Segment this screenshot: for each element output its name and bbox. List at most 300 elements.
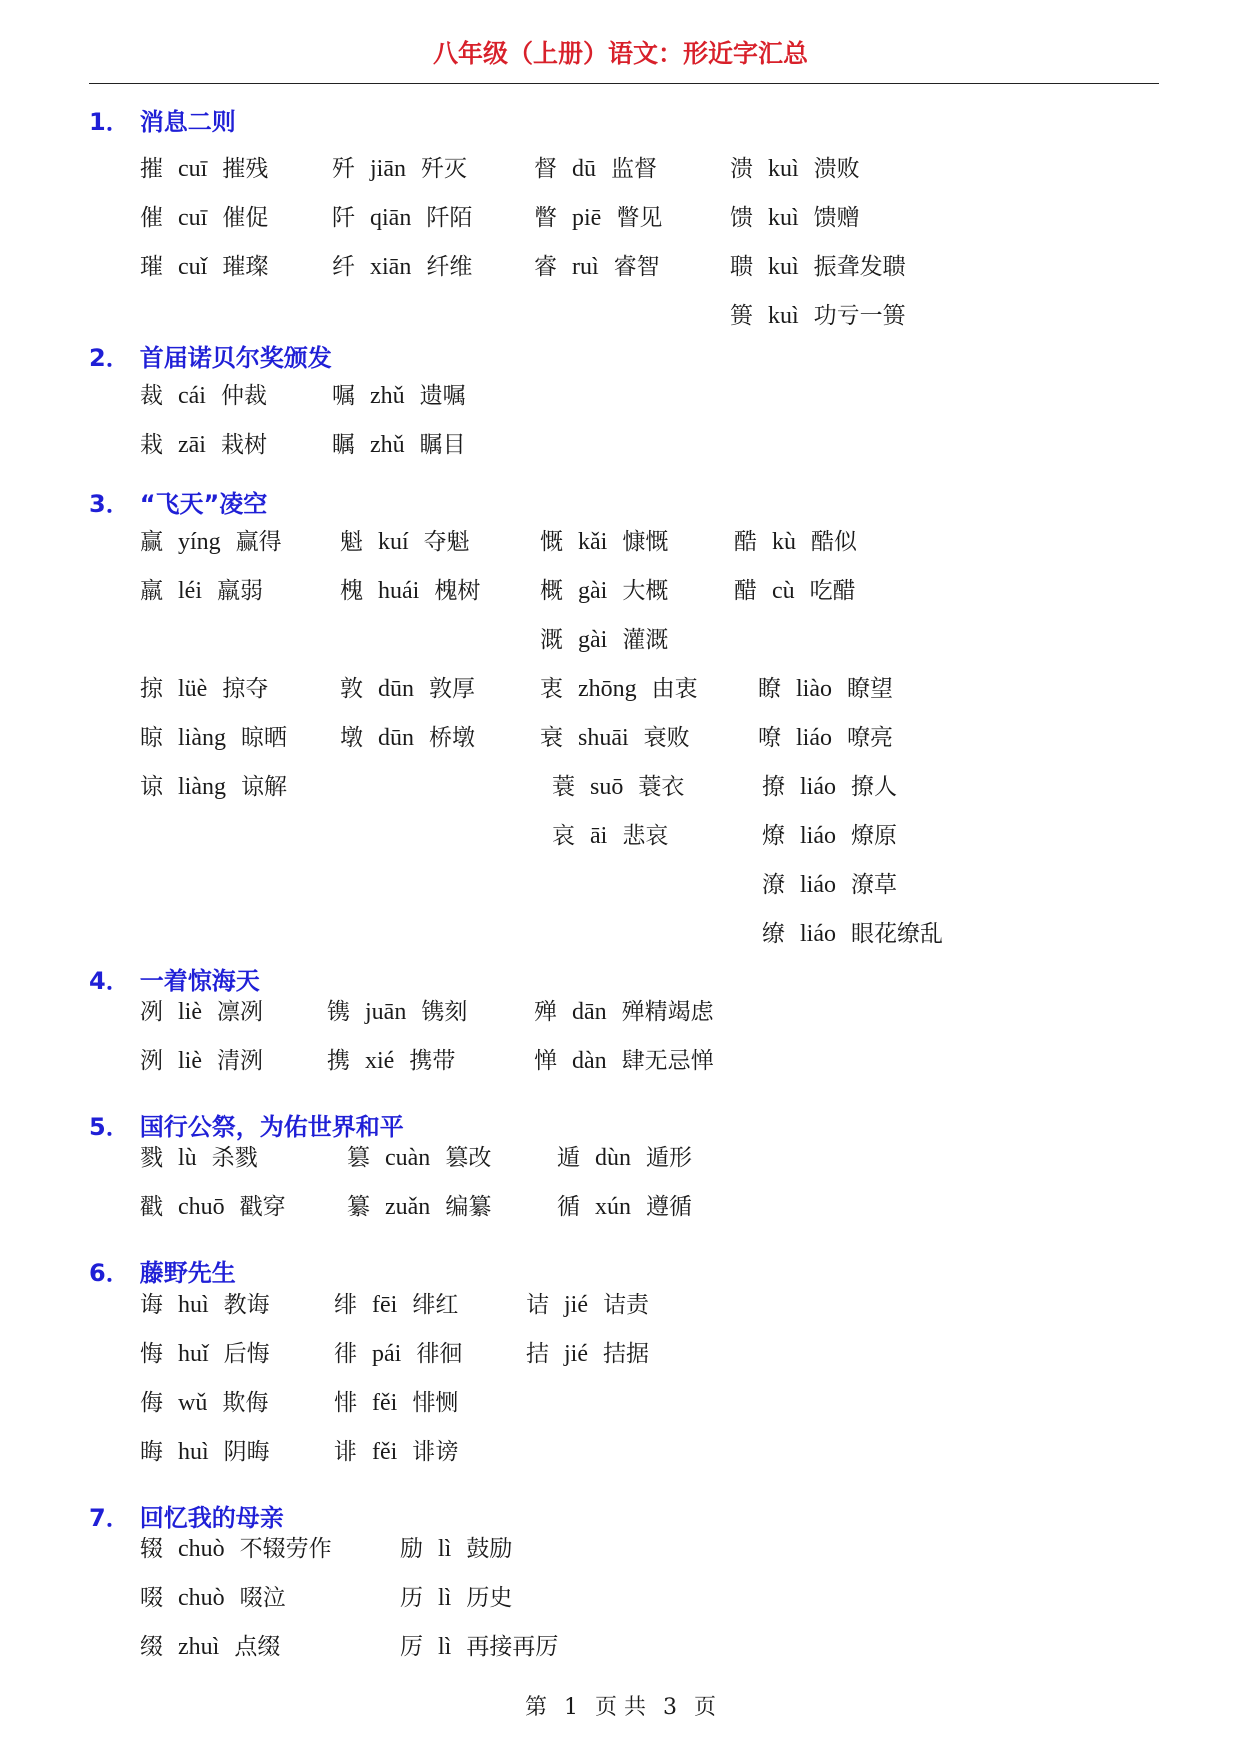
entry-pinyin: kù [772, 529, 796, 555]
entry-word: 掠夺 [222, 676, 269, 702]
char-entry [540, 523, 668, 556]
entry-character: 晦 [140, 1439, 163, 1465]
char-entry [540, 621, 668, 654]
entry-word: 催促 [222, 205, 269, 231]
char-entry [526, 1286, 649, 1319]
section-number: 7． [89, 1504, 130, 1532]
footer-total-pages: 3 [663, 1695, 677, 1720]
entry-pinyin: dū [572, 156, 596, 182]
entry-character: 纤 [332, 254, 355, 280]
entry-pinyin: cuǐ [178, 254, 208, 280]
char-entry [730, 248, 906, 281]
entry-pinyin: cái [178, 383, 206, 409]
entry-word: 遵循 [646, 1194, 692, 1220]
entry-character: 敦 [340, 676, 363, 702]
section-title [89, 961, 260, 996]
entry-pinyin: dūn [378, 725, 414, 751]
entry-character: 羸 [140, 578, 163, 604]
entry-character: 栽 [140, 432, 163, 458]
entry-word: 敦厚 [429, 676, 475, 702]
entry-character: 督 [534, 156, 557, 182]
entry-character: 赢 [140, 529, 163, 555]
entry-character: 侮 [140, 1390, 163, 1416]
entry-pinyin: liè [178, 1048, 202, 1074]
entry-pinyin: léi [178, 578, 202, 604]
section-number: 1． [89, 108, 130, 136]
section-title-text: 国行公祭，为佑世界和平 [139, 1113, 404, 1141]
char-entry [534, 248, 660, 281]
char-entry [347, 1139, 491, 1172]
section-title-text: “飞天”凌空 [139, 490, 268, 518]
char-entry [327, 993, 467, 1026]
entry-character: 纂 [347, 1194, 370, 1220]
entry-character: 历 [400, 1585, 423, 1611]
entry-word: 由衷 [651, 676, 698, 702]
entry-word: 潦草 [851, 872, 897, 898]
entry-character: 裁 [140, 383, 163, 409]
entry-pinyin: juān [365, 999, 407, 1025]
entry-word: 晾晒 [241, 725, 287, 751]
entry-pinyin: liáo [800, 921, 836, 947]
char-entry [140, 426, 267, 459]
entry-pinyin: lù [178, 1145, 197, 1171]
char-entry [334, 1335, 462, 1368]
entry-word: 撩人 [851, 774, 897, 800]
entry-word: 诘责 [603, 1292, 649, 1318]
section-title-text: 一着惊海天 [139, 967, 260, 995]
entry-word: 鼓励 [466, 1536, 513, 1562]
entry-pinyin: zhǔ [370, 432, 405, 458]
entry-pinyin: liáo [800, 823, 836, 849]
entry-character: 啜 [140, 1585, 163, 1611]
entry-pinyin: chuò [178, 1585, 225, 1611]
entry-pinyin: gài [578, 578, 608, 604]
section-title-text: 消息二则 [139, 108, 236, 136]
section-number: 3． [89, 490, 130, 518]
entry-character: 拮 [526, 1341, 549, 1367]
section-title [89, 1498, 284, 1533]
entry-pinyin: liáo [800, 872, 836, 898]
footer-page-number: 1 [564, 1695, 578, 1720]
entry-character: 燎 [762, 823, 785, 849]
entry-pinyin: qiān [370, 205, 412, 231]
entry-pinyin: jié [564, 1292, 588, 1318]
char-entry [140, 1286, 270, 1319]
section-number: 4． [89, 967, 130, 995]
char-entry [140, 1335, 270, 1368]
char-entry [762, 817, 897, 850]
char-entry [540, 572, 668, 605]
entry-pinyin: dān [572, 999, 607, 1025]
char-entry [340, 523, 470, 556]
entry-word: 眼花缭乱 [851, 921, 943, 947]
char-entry [534, 993, 714, 1026]
entry-word: 拮据 [603, 1341, 649, 1367]
entry-character: 酷 [734, 529, 757, 555]
section-title [89, 484, 267, 519]
entry-word: 监督 [611, 156, 657, 182]
entry-pinyin: fěi [372, 1439, 398, 1465]
char-entry [332, 248, 472, 281]
entry-word: 睿智 [613, 254, 660, 280]
char-entry [758, 719, 893, 752]
entry-pinyin: xié [365, 1048, 395, 1074]
entry-character: 悔 [140, 1341, 163, 1367]
entry-word: 羸弱 [217, 578, 263, 604]
entry-pinyin: kuí [378, 529, 409, 555]
char-entry [140, 1433, 270, 1466]
char-entry [400, 1579, 512, 1612]
entry-pinyin: kuì [768, 205, 799, 231]
entry-pinyin: liàng [178, 774, 226, 800]
entry-character: 撩 [762, 774, 785, 800]
char-entry [332, 199, 472, 232]
entry-word: 凛冽 [217, 999, 263, 1025]
section-number: 2． [89, 344, 130, 372]
char-entry [140, 670, 268, 703]
entry-pinyin: zāi [178, 432, 206, 458]
entry-character: 厉 [400, 1634, 423, 1660]
entry-character: 悱 [334, 1390, 357, 1416]
entry-character: 瞭 [758, 676, 781, 702]
entry-word: 镌刻 [421, 999, 468, 1025]
entry-character: 歼 [332, 156, 355, 182]
section-number: 6． [89, 1259, 130, 1287]
entry-pinyin: liè [178, 999, 202, 1025]
entry-character: 循 [557, 1194, 580, 1220]
entry-character: 嘹 [758, 725, 781, 751]
entry-word: 大概 [622, 578, 669, 604]
entry-character: 衷 [540, 676, 563, 702]
char-entry [140, 1530, 332, 1563]
char-entry [140, 1628, 280, 1661]
entry-pinyin: liàng [178, 725, 226, 751]
entry-pinyin: dàn [572, 1048, 607, 1074]
char-entry [534, 1042, 714, 1075]
entry-pinyin: huì [178, 1439, 209, 1465]
entry-character: 槐 [340, 578, 363, 604]
entry-word: 徘徊 [416, 1341, 463, 1367]
entry-character: 瞩 [332, 432, 355, 458]
entry-character: 晾 [140, 725, 163, 751]
entry-word: 酷似 [811, 529, 857, 555]
entry-character: 缀 [140, 1634, 163, 1660]
entry-word: 戳穿 [239, 1194, 286, 1220]
entry-character: 醋 [734, 578, 757, 604]
entry-character: 戳 [140, 1194, 163, 1220]
entry-character: 戮 [140, 1145, 163, 1171]
entry-word: 悲哀 [622, 823, 669, 849]
entry-character: 溃 [730, 156, 753, 182]
section-title [89, 338, 332, 373]
entry-character: 励 [400, 1536, 423, 1562]
page-footer [0, 1690, 1241, 1721]
entry-word: 衰败 [643, 725, 690, 751]
entry-character: 概 [540, 578, 563, 604]
entry-word: 殚精竭虑 [621, 999, 714, 1025]
entry-pinyin: dūn [378, 676, 414, 702]
char-entry [140, 768, 287, 801]
page-title: 八年级（上册）语文：形近字汇总 [432, 39, 808, 68]
entry-word: 桥墩 [429, 725, 475, 751]
entry-word: 赢得 [235, 529, 282, 555]
entry-word: 慷慨 [622, 529, 669, 555]
char-entry [140, 1579, 286, 1612]
char-entry [140, 150, 268, 183]
entry-character: 徘 [334, 1341, 357, 1367]
entry-character: 殚 [534, 999, 557, 1025]
entry-pinyin: zhuì [178, 1634, 220, 1660]
char-entry [730, 297, 906, 330]
entry-word: 灌溉 [622, 627, 669, 653]
entry-word: 阴晦 [223, 1439, 270, 1465]
entry-pinyin: fěi [372, 1390, 398, 1416]
char-entry [332, 377, 466, 410]
entry-word: 欺侮 [222, 1390, 269, 1416]
header-divider [89, 83, 1159, 84]
entry-word: 阡陌 [426, 205, 473, 231]
entry-character: 蓑 [552, 774, 575, 800]
char-entry [140, 1384, 268, 1417]
section-title [89, 1253, 236, 1288]
entry-word: 瞭望 [847, 676, 893, 702]
entry-word: 遗嘱 [419, 383, 466, 409]
entry-word: 再接再厉 [466, 1634, 559, 1660]
char-entry [332, 426, 466, 459]
char-entry [734, 572, 856, 605]
entry-word: 仲裁 [220, 383, 267, 409]
entry-character: 阡 [332, 205, 355, 231]
entry-pinyin: huái [378, 578, 420, 604]
entry-character: 缭 [762, 921, 785, 947]
entry-word: 篡改 [445, 1145, 492, 1171]
entry-word: 点缀 [234, 1634, 281, 1660]
char-entry [334, 1286, 458, 1319]
char-entry [140, 572, 263, 605]
entry-character: 洌 [140, 1048, 163, 1074]
section-title [89, 102, 236, 137]
entry-word: 纤维 [426, 254, 473, 280]
char-entry [140, 1139, 258, 1172]
char-entry [140, 719, 287, 752]
entry-pinyin: xún [595, 1194, 631, 1220]
entry-character: 携 [327, 1048, 350, 1074]
char-entry [540, 719, 690, 752]
entry-word: 吃醋 [809, 578, 856, 604]
entry-pinyin: lì [438, 1585, 452, 1611]
char-entry [140, 1042, 263, 1075]
entry-word: 编纂 [445, 1194, 492, 1220]
entry-word: 馈赠 [813, 205, 860, 231]
entry-character: 哀 [552, 823, 575, 849]
entry-pinyin: jié [564, 1341, 588, 1367]
entry-word: 啜泣 [239, 1585, 286, 1611]
char-entry [762, 915, 943, 948]
char-entry [140, 377, 267, 410]
entry-pinyin: liào [796, 676, 832, 702]
char-entry [734, 523, 857, 556]
char-entry [140, 523, 282, 556]
entry-character: 惮 [534, 1048, 557, 1074]
entry-pinyin: liáo [800, 774, 836, 800]
char-entry [730, 150, 860, 183]
entry-word: 历史 [466, 1585, 513, 1611]
entry-pinyin: ruì [572, 254, 599, 280]
entry-pinyin: piē [572, 205, 602, 231]
entry-pinyin: zhǔ [370, 383, 405, 409]
entry-pinyin: suō [590, 774, 624, 800]
entry-pinyin: wǔ [178, 1390, 208, 1416]
section-title-text: 藤野先生 [139, 1259, 236, 1287]
entry-character: 魁 [340, 529, 363, 555]
entry-character: 绯 [334, 1292, 357, 1318]
entry-character: 诘 [526, 1292, 549, 1318]
entry-word: 槐树 [434, 578, 481, 604]
entry-word: 栽树 [220, 432, 267, 458]
entry-pinyin: cuàn [385, 1145, 431, 1171]
char-entry [400, 1530, 512, 1563]
section-title-text: 首届诺贝尔奖颁发 [139, 344, 332, 372]
entry-character: 潦 [762, 872, 785, 898]
entry-pinyin: fēi [372, 1292, 398, 1318]
entry-word: 瞩目 [419, 432, 466, 458]
entry-pinyin: cuī [178, 156, 208, 182]
entry-word: 嘹亮 [847, 725, 893, 751]
entry-character: 衰 [540, 725, 563, 751]
entry-pinyin: cù [772, 578, 795, 604]
entry-pinyin: lì [438, 1536, 452, 1562]
entry-word: 璀璨 [222, 254, 269, 280]
entry-pinyin: liáo [796, 725, 832, 751]
section-title-text: 回忆我的母亲 [139, 1504, 284, 1532]
char-entry [140, 993, 263, 1026]
entry-pinyin: shuāi [578, 725, 629, 751]
entry-word: 振聋发聩 [813, 254, 906, 280]
char-entry [140, 199, 268, 232]
entry-character: 辍 [140, 1536, 163, 1562]
char-entry [340, 572, 480, 605]
entry-word: 杀戮 [211, 1145, 258, 1171]
entry-pinyin: chuō [178, 1194, 225, 1220]
char-entry [557, 1188, 692, 1221]
entry-pinyin: lüè [178, 676, 208, 702]
section-number: 5． [89, 1113, 130, 1141]
char-entry [762, 768, 897, 801]
entry-pinyin: gài [578, 627, 608, 653]
entry-word: 摧残 [222, 156, 269, 182]
entry-pinyin: huǐ [178, 1341, 209, 1367]
entry-character: 慨 [540, 529, 563, 555]
entry-character: 溉 [540, 627, 563, 653]
entry-pinyin: cuī [178, 205, 208, 231]
char-entry [758, 670, 893, 703]
entry-character: 摧 [140, 156, 163, 182]
entry-pinyin: zuǎn [385, 1194, 431, 1220]
entry-pinyin: xiān [370, 254, 412, 280]
entry-word: 诽谤 [412, 1439, 459, 1465]
entry-word: 瞥见 [616, 205, 663, 231]
entry-word: 燎原 [851, 823, 897, 849]
entry-word: 清洌 [217, 1048, 263, 1074]
entry-pinyin: kuì [768, 303, 799, 329]
entry-character: 诽 [334, 1439, 357, 1465]
char-entry [332, 150, 467, 183]
entry-word: 绯红 [412, 1292, 459, 1318]
entry-character: 聩 [730, 254, 753, 280]
entry-pinyin: chuò [178, 1536, 225, 1562]
char-entry [552, 817, 668, 850]
entry-pinyin: zhōng [578, 676, 637, 702]
footer-prefix: 第 [524, 1695, 547, 1720]
entry-character: 馈 [730, 205, 753, 231]
entry-word: 携带 [409, 1048, 456, 1074]
entry-character: 催 [140, 205, 163, 231]
char-entry [340, 670, 475, 703]
char-entry [140, 248, 268, 281]
char-entry [340, 719, 475, 752]
entry-character: 篑 [730, 303, 753, 329]
footer-middle: 页 共 [595, 1695, 646, 1720]
entry-word: 谅解 [241, 774, 287, 800]
entry-pinyin: yíng [178, 529, 221, 555]
entry-word: 悱恻 [412, 1390, 459, 1416]
entry-word: 蓑衣 [638, 774, 685, 800]
entry-word: 夺魁 [423, 529, 470, 555]
char-entry [534, 150, 657, 183]
entry-character: 谅 [140, 774, 163, 800]
char-entry [526, 1335, 649, 1368]
section-title [89, 1107, 404, 1142]
entry-character: 瞥 [534, 205, 557, 231]
entry-pinyin: kuì [768, 254, 799, 280]
char-entry [327, 1042, 455, 1075]
char-entry [762, 866, 897, 899]
entry-word: 后悔 [223, 1341, 270, 1367]
entry-character: 诲 [140, 1292, 163, 1318]
char-entry [334, 1384, 458, 1417]
entry-word: 肆无忌惮 [621, 1048, 714, 1074]
char-entry [540, 670, 698, 703]
entry-pinyin: huì [178, 1292, 209, 1318]
entry-pinyin: jiān [370, 156, 406, 182]
entry-word: 遁形 [646, 1145, 692, 1171]
char-entry [140, 1188, 286, 1221]
entry-character: 墩 [340, 725, 363, 751]
entry-pinyin: dùn [595, 1145, 631, 1171]
entry-word: 溃败 [813, 156, 860, 182]
entry-character: 冽 [140, 999, 163, 1025]
entry-character: 璀 [140, 254, 163, 280]
entry-character: 掠 [140, 676, 163, 702]
entry-character: 遁 [557, 1145, 580, 1171]
entry-word: 不辍劳作 [239, 1536, 332, 1562]
char-entry [534, 199, 662, 232]
entry-word: 教诲 [223, 1292, 270, 1318]
char-entry [557, 1139, 692, 1172]
entry-word: 歼灭 [421, 156, 467, 182]
char-entry [730, 199, 860, 232]
char-entry [334, 1433, 458, 1466]
char-entry [347, 1188, 491, 1221]
entry-word: 功亏一篑 [813, 303, 906, 329]
entry-pinyin: kǎi [578, 529, 608, 555]
entry-pinyin: kuì [768, 156, 799, 182]
entry-character: 篡 [347, 1145, 370, 1171]
footer-suffix: 页 [694, 1695, 717, 1720]
entry-pinyin: āi [590, 823, 608, 849]
char-entry [552, 768, 684, 801]
entry-pinyin: pái [372, 1341, 402, 1367]
